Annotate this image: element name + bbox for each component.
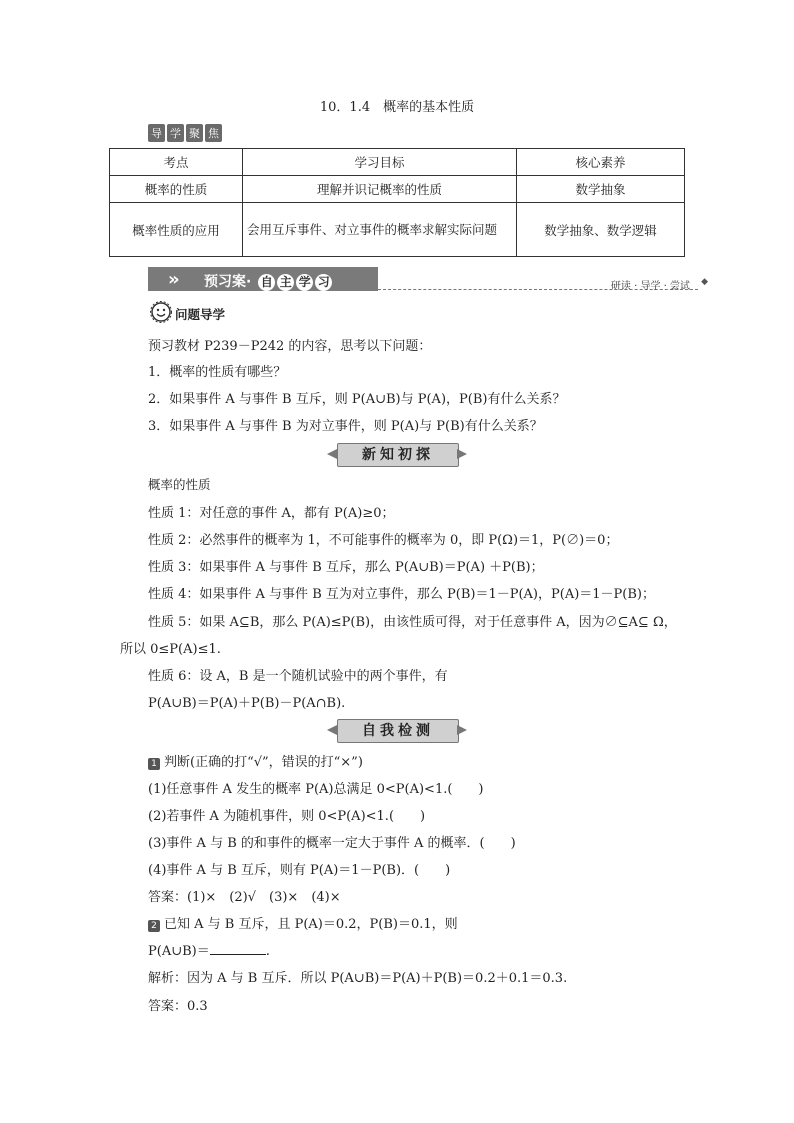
- goals-table: [109, 148, 685, 257]
- ribbon-right-tip: [457, 725, 467, 735]
- guide-intro: 预习教材 P239－P242 的内容，思考以下问题：: [148, 339, 432, 354]
- badge-char: 导: [148, 124, 165, 142]
- question-2-blank-line: [148, 940, 270, 959]
- banner-title: [204, 271, 332, 291]
- question-text: 已知 A 与 B 互斥，且 P(A)＝0.2，P(B)＝0.1，则: [164, 917, 458, 932]
- table-cell: 理解并识记概率的性质: [243, 176, 517, 203]
- property-4: 性质 4：如果事件 A 与事件 B 互为对立事件，那么 P(B)＝1－P(A)，P(A)＝1－P(B)；: [148, 587, 655, 602]
- period-text: .: [265, 944, 270, 959]
- question-number-badge: 1: [148, 758, 160, 770]
- formula-text: P(A∪B)＝: [148, 944, 210, 959]
- header-cell: 核心素养: [517, 149, 685, 176]
- double-chevron-icon: »: [168, 269, 180, 290]
- answer-blank: [210, 942, 266, 955]
- answer-2: 答案：0.3: [148, 999, 208, 1014]
- self-check-ribbon: [327, 719, 467, 741]
- properties-title: 概率的性质: [148, 477, 211, 492]
- table-row: [110, 176, 685, 203]
- guide-question-3: 3．如果事件 A 与事件 B 为对立事件，则 P(A)与 P(B)有什么关系？: [148, 419, 543, 434]
- judge-item-4: (4)事件 A 与 B 互斥，则有 P(A)＝1－P(B)．( ): [148, 863, 451, 878]
- page-title: 10．1.4 概率的基本性质: [319, 100, 475, 115]
- table-row: [110, 203, 685, 257]
- badge-char: 学: [167, 124, 184, 142]
- property-5-continued: 所以 0≤P(A)≤1.: [120, 642, 221, 657]
- property-1: 性质 1：对任意的事件 A，都有 P(A)≥0；: [148, 506, 395, 521]
- guide-question-2: 2．如果事件 A 与事件 B 互斥，则 P(A∪B)与 P(A)，P(B)有什么关系？: [148, 392, 566, 407]
- property-3: 性质 3：如果事件 A 与事件 B 互斥，那么 P(A∪B)＝P(A) ＋P(B)；: [148, 560, 544, 575]
- question-text: 判断(正确的打“√”，错误的打“×”): [164, 755, 363, 770]
- judge-item-2: (2)若事件 A 为随机事件，则 0<P(A)<1.( ): [148, 809, 426, 824]
- ribbon-left-tip: [327, 725, 337, 735]
- banner-right-text: 研读 · 导学 · 尝试: [610, 281, 690, 292]
- property-5: 性质 5：如果 A⊆B，那么 P(A)≤P(B)，由该性质可得，对于任意事件 A，因为∅⊆A⊆ Ω，: [148, 615, 677, 630]
- diamond-icon: ◆: [701, 277, 708, 287]
- table-cell: 数学抽象、数学逻辑: [517, 203, 685, 257]
- guide-title: 问题导学: [175, 307, 226, 322]
- banner-label: 预习案·: [204, 274, 252, 290]
- table-cell: 概率性质的应用: [110, 203, 243, 257]
- ribbon-label: 自我检测: [337, 719, 459, 743]
- smiley-icon: [150, 301, 172, 323]
- ribbon-right-tip: [457, 449, 467, 459]
- check-question-2: [148, 913, 458, 932]
- check-question-1: [148, 751, 363, 770]
- guide-question-1: 1．概率的性质有哪些？: [148, 365, 287, 380]
- table-cell: 数学抽象: [517, 176, 685, 203]
- solution-2: 解析：因为 A 与 B 互斥．所以 P(A∪B)＝P(A)＋P(B)＝0.2＋0.1＝0.3.: [148, 971, 568, 986]
- property-6: 性质 6：设 A，B 是一个随机试验中的两个事件，有: [148, 669, 448, 684]
- new-knowledge-ribbon: [327, 443, 467, 465]
- ribbon-left-tip: [327, 449, 337, 459]
- property-6-formula: P(A∪B)＝P(A)＋P(B)－P(A∩B).: [148, 696, 346, 711]
- table-header-row: [110, 149, 685, 176]
- circle-char: 主: [277, 274, 294, 291]
- header-cell: 考点: [110, 149, 243, 176]
- property-2: 性质 2：必然事件的概率为 1，不可能事件的概率为 0，即 P(Ω)＝1，P(∅)＝0；: [148, 533, 619, 548]
- guide-focus-badges: [148, 124, 224, 142]
- table-cell: 会用互斥事件、对立事件的概率求解实际问题: [243, 203, 517, 257]
- header-cell: 学习目标: [243, 149, 517, 176]
- circle-char: 自: [258, 274, 275, 291]
- circle-char: 习: [315, 274, 332, 291]
- badge-char: 焦: [205, 124, 222, 142]
- judge-item-1: (1)任意事件 A 发生的概率 P(A)总满足 0<P(A)<1.( ): [148, 782, 484, 797]
- table-cell: 概率的性质: [110, 176, 243, 203]
- ribbon-label: 新知初探: [337, 443, 459, 467]
- badge-char: 聚: [186, 124, 203, 142]
- question-number-badge: 2: [148, 920, 160, 932]
- judge-item-3: (3)事件 A 与 B 的和事件的概率一定大于事件 A 的概率．( ): [148, 836, 516, 851]
- preview-banner: [148, 267, 708, 293]
- answer-1: 答案：(1)× (2)√ (3)× (4)×: [148, 890, 341, 905]
- circle-char: 学: [296, 274, 313, 291]
